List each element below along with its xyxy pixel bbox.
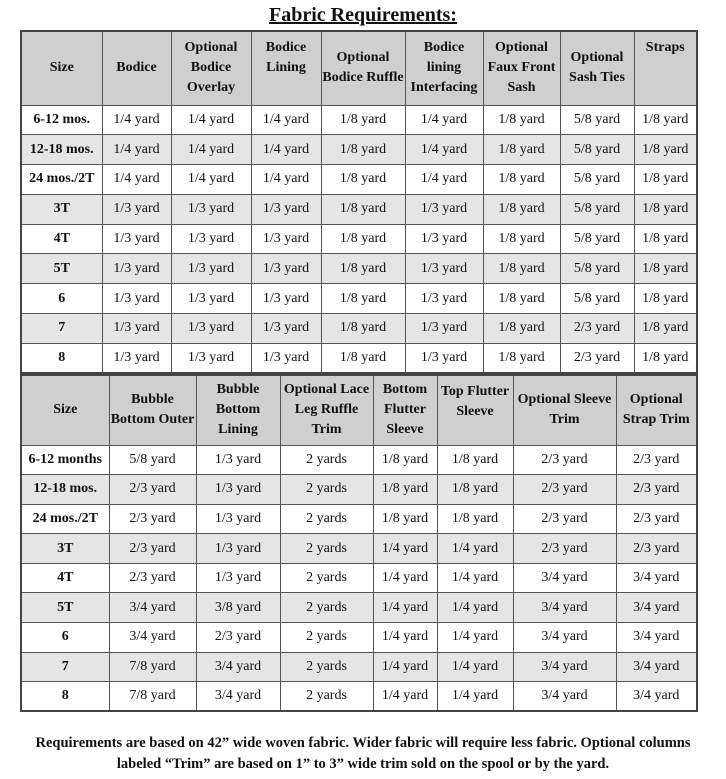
column-header: Optional Bodice Overlay (171, 31, 251, 105)
table-cell: 1/3 yard (405, 224, 483, 254)
table-cell: 1/8 yard (321, 194, 405, 224)
table-row (21, 254, 697, 284)
column-header: Size (21, 375, 109, 445)
table-cell: 1/4 yard (437, 623, 513, 653)
table-cell: 5/8 yard (560, 194, 634, 224)
size-cell: 24 mos./2T (21, 504, 109, 534)
table-cell: 1/3 yard (405, 194, 483, 224)
table-cell: 1/4 yard (102, 135, 171, 165)
table-cell: 2/3 yard (616, 534, 697, 564)
table-cell: 1/4 yard (437, 534, 513, 564)
table-cell: 1/8 yard (437, 504, 513, 534)
table-cell: 1/8 yard (437, 445, 513, 475)
table-cell: 1/8 yard (321, 105, 405, 135)
table-cell: 2 yards (280, 445, 373, 475)
column-header: Straps (634, 31, 697, 105)
table-cell: 2/3 yard (513, 445, 616, 475)
table-cell: 1/4 yard (102, 165, 171, 195)
table-cell: 1/3 yard (102, 343, 171, 373)
table-row (21, 475, 697, 505)
table-cell: 3/4 yard (616, 623, 697, 653)
table-cell: 1/3 yard (251, 343, 321, 373)
table-cell: 3/4 yard (196, 652, 280, 682)
table-cell: 1/3 yard (405, 254, 483, 284)
footnote (0, 733, 726, 775)
table-cell: 1/8 yard (483, 105, 560, 135)
table-cell: 5/8 yard (109, 445, 196, 475)
table-cell: 1/4 yard (437, 593, 513, 623)
column-header: Bubble Bottom Outer (109, 375, 196, 445)
table-cell: 1/8 yard (321, 284, 405, 314)
size-cell: 6-12 months (21, 445, 109, 475)
table-cell: 1/8 yard (437, 475, 513, 505)
table-cell: 3/4 yard (513, 593, 616, 623)
table-cell: 1/3 yard (102, 284, 171, 314)
table-cell: 2/3 yard (109, 534, 196, 564)
size-cell: 4T (21, 224, 102, 254)
table-cell: 1/4 yard (437, 563, 513, 593)
table-cell: 1/4 yard (102, 105, 171, 135)
table-cell: 5/8 yard (560, 165, 634, 195)
table-cell: 5/8 yard (560, 105, 634, 135)
table-cell: 2 yards (280, 652, 373, 682)
table-row (21, 534, 697, 564)
table-cell: 1/8 yard (483, 254, 560, 284)
table-cell: 1/4 yard (437, 682, 513, 712)
table-cell: 1/4 yard (251, 105, 321, 135)
table-cell: 3/4 yard (109, 593, 196, 623)
table-cell: 1/8 yard (483, 194, 560, 224)
table-cell: 2/3 yard (513, 504, 616, 534)
table-cell: 1/3 yard (171, 284, 251, 314)
table-cell: 1/3 yard (171, 224, 251, 254)
table-cell: 3/4 yard (513, 623, 616, 653)
table-row (21, 445, 697, 475)
table-row (21, 314, 697, 344)
size-cell: 12-18 mos. (21, 135, 102, 165)
table-cell: 1/8 yard (634, 254, 697, 284)
footnote-line-2: labeled “Trim” are based on 1” to 3” wide trim sold on the spool or by the yard. (116, 756, 610, 772)
column-header: Optional Strap Trim (616, 375, 697, 445)
table-cell: 5/8 yard (560, 284, 634, 314)
size-cell: 4T (21, 563, 109, 593)
column-header: Bodice lining Interfacing (405, 31, 483, 105)
table-cell: 2/3 yard (196, 623, 280, 653)
size-cell: 24 mos./2T (21, 165, 102, 195)
table-cell: 1/3 yard (251, 254, 321, 284)
size-cell: 7 (21, 652, 109, 682)
table-cell: 1/8 yard (634, 165, 697, 195)
size-cell: 6 (21, 284, 102, 314)
table-cell: 3/4 yard (513, 652, 616, 682)
table-cell: 1/4 yard (251, 165, 321, 195)
table-row (21, 105, 697, 135)
column-header: Top Flutter Sleeve (437, 375, 513, 445)
table-cell: 1/8 yard (634, 343, 697, 373)
table-row (21, 593, 697, 623)
table-cell: 2/3 yard (616, 475, 697, 505)
table-cell: 1/3 yard (251, 194, 321, 224)
table-cell: 1/3 yard (171, 254, 251, 284)
table-cell: 3/4 yard (616, 593, 697, 623)
table-cell: 1/3 yard (171, 314, 251, 344)
table-cell: 1/8 yard (634, 314, 697, 344)
table-cell: 1/8 yard (321, 165, 405, 195)
table-cell: 3/4 yard (196, 682, 280, 712)
table-cell: 1/4 yard (405, 135, 483, 165)
table-cell: 5/8 yard (560, 254, 634, 284)
table-row (21, 165, 697, 195)
table-cell: 1/4 yard (437, 652, 513, 682)
table-cell: 1/3 yard (405, 284, 483, 314)
table-row (21, 504, 697, 534)
column-header: Size (21, 31, 102, 105)
table-cell: 1/4 yard (373, 652, 437, 682)
table-row (21, 343, 697, 373)
table-cell: 1/8 yard (373, 504, 437, 534)
table-cell: 2/3 yard (109, 475, 196, 505)
table-cell: 3/4 yard (616, 563, 697, 593)
table-cell: 2/3 yard (513, 475, 616, 505)
table-cell: 2/3 yard (616, 504, 697, 534)
table-cell: 1/3 yard (102, 194, 171, 224)
table-cell: 1/3 yard (405, 314, 483, 344)
table-cell: 2 yards (280, 475, 373, 505)
table-cell: 2 yards (280, 593, 373, 623)
table-cell: 1/8 yard (634, 105, 697, 135)
table-cell: 1/8 yard (634, 194, 697, 224)
table-cell: 1/8 yard (634, 135, 697, 165)
size-cell: 5T (21, 593, 109, 623)
table-cell: 1/8 yard (483, 165, 560, 195)
table-cell: 1/3 yard (102, 254, 171, 284)
fabric-table-top (20, 30, 698, 374)
table-cell: 1/4 yard (373, 563, 437, 593)
table-cell: 2 yards (280, 623, 373, 653)
size-cell: 3T (21, 534, 109, 564)
column-header: Bubble Bottom Lining (196, 375, 280, 445)
table-cell: 1/8 yard (373, 445, 437, 475)
table-cell: 1/4 yard (373, 623, 437, 653)
size-cell: 8 (21, 343, 102, 373)
table-cell: 1/4 yard (373, 682, 437, 712)
table-cell: 1/8 yard (634, 284, 697, 314)
table-row (21, 224, 697, 254)
table-row (21, 284, 697, 314)
table-cell: 2 yards (280, 563, 373, 593)
table-cell: 1/8 yard (321, 135, 405, 165)
table-cell: 1/8 yard (483, 135, 560, 165)
table-cell: 1/8 yard (321, 343, 405, 373)
table-cell: 1/3 yard (196, 504, 280, 534)
table-cell: 1/3 yard (102, 314, 171, 344)
table-cell: 2/3 yard (560, 314, 634, 344)
table-cell: 1/4 yard (251, 135, 321, 165)
column-header: Optional Bodice Ruffle (321, 31, 405, 105)
table-cell: 2/3 yard (109, 504, 196, 534)
table-cell: 1/3 yard (405, 343, 483, 373)
table-cell: 1/4 yard (171, 165, 251, 195)
table-cell: 2/3 yard (109, 563, 196, 593)
table-row (21, 563, 697, 593)
size-cell: 6 (21, 623, 109, 653)
column-header: Optional Lace Leg Ruffle Trim (280, 375, 373, 445)
column-header: Optional Sash Ties (560, 31, 634, 105)
size-cell: 6-12 mos. (21, 105, 102, 135)
footnote-line-1: Requirements are based on 42” wide woven fabric. Wider fabric will require less fabric. Optional columns (35, 735, 691, 751)
table-row (21, 135, 697, 165)
table-cell: 1/3 yard (102, 224, 171, 254)
table-cell: 3/4 yard (513, 682, 616, 712)
size-cell: 12-18 mos. (21, 475, 109, 505)
size-cell: 5T (21, 254, 102, 284)
table-cell: 3/8 yard (196, 593, 280, 623)
size-cell: 8 (21, 682, 109, 712)
table-cell: 3/4 yard (616, 652, 697, 682)
table-cell: 1/8 yard (373, 475, 437, 505)
table-row (21, 652, 697, 682)
table-cell: 1/3 yard (171, 343, 251, 373)
table-cell: 1/4 yard (405, 105, 483, 135)
size-cell: 7 (21, 314, 102, 344)
page-title: Fabric Requirements: (269, 4, 457, 26)
table-cell: 1/3 yard (196, 534, 280, 564)
table-cell: 2 yards (280, 682, 373, 712)
table-cell: 1/4 yard (373, 534, 437, 564)
column-header: Bottom Flutter Sleeve (373, 375, 437, 445)
table-cell: 1/3 yard (171, 194, 251, 224)
table-cell: 7/8 yard (109, 682, 196, 712)
table-cell: 1/8 yard (321, 224, 405, 254)
table-cell: 1/8 yard (634, 224, 697, 254)
column-header: Bodice Lining (251, 31, 321, 105)
table-row (21, 194, 697, 224)
table-cell: 7/8 yard (109, 652, 196, 682)
table-cell: 2/3 yard (513, 534, 616, 564)
table-cell: 3/4 yard (513, 563, 616, 593)
table-cell: 2 yards (280, 504, 373, 534)
table-cell: 1/8 yard (321, 254, 405, 284)
table-cell: 1/3 yard (196, 475, 280, 505)
column-header: Optional Faux Front Sash (483, 31, 560, 105)
table-cell: 1/8 yard (483, 343, 560, 373)
table-cell: 1/8 yard (483, 224, 560, 254)
table-row (21, 623, 697, 653)
table-cell: 1/4 yard (373, 593, 437, 623)
table-cell: 3/4 yard (616, 682, 697, 712)
table-cell: 1/3 yard (251, 224, 321, 254)
table-cell: 5/8 yard (560, 224, 634, 254)
table-cell: 1/3 yard (196, 445, 280, 475)
table-cell: 1/4 yard (171, 135, 251, 165)
fabric-table-bottom (20, 374, 698, 712)
table-cell: 1/4 yard (171, 105, 251, 135)
column-header: Optional Sleeve Trim (513, 375, 616, 445)
table-cell: 5/8 yard (560, 135, 634, 165)
table-cell: 3/4 yard (109, 623, 196, 653)
table-cell: 1/3 yard (196, 563, 280, 593)
table-cell: 1/8 yard (483, 314, 560, 344)
table-row (21, 682, 697, 712)
table-cell: 2 yards (280, 534, 373, 564)
table-cell: 1/3 yard (251, 314, 321, 344)
column-header: Bodice (102, 31, 171, 105)
table-cell: 1/3 yard (251, 284, 321, 314)
header-row (21, 375, 697, 445)
header-row (21, 31, 697, 105)
table-cell: 2/3 yard (616, 445, 697, 475)
size-cell: 3T (21, 194, 102, 224)
table-cell: 1/8 yard (321, 314, 405, 344)
table-cell: 2/3 yard (560, 343, 634, 373)
table-cell: 1/8 yard (483, 284, 560, 314)
table-cell: 1/4 yard (405, 165, 483, 195)
